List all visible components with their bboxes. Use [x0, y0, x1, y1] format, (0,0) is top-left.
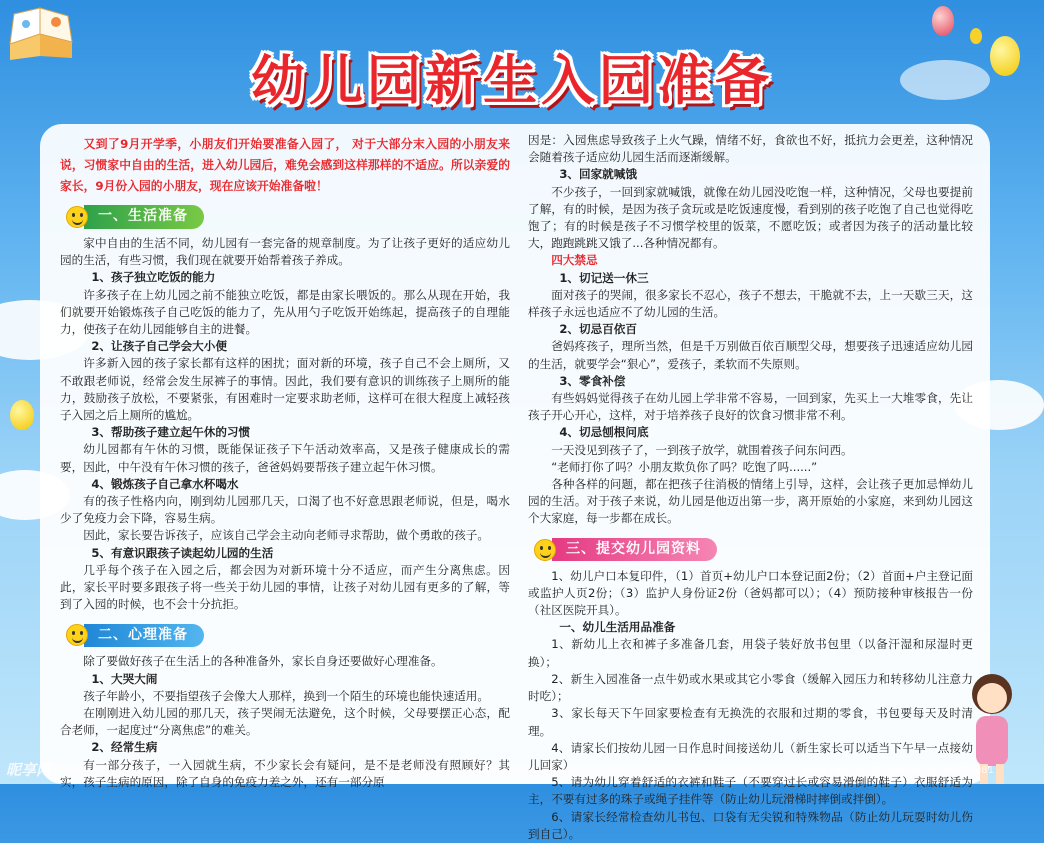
section-heading-life [66, 205, 510, 229]
right-column [528, 132, 973, 843]
item-text: “老师打你了吗？小朋友欺负你了吗？吃饱了吗......” [551, 459, 818, 474]
item-title: 2、让孩子自己学会大小便 [91, 339, 227, 354]
section-intro: 家中自由的生活不同，幼儿园有一套完备的规章制度。为了让孩子更好的适应幼儿园的生活，有些习惯，我们现在就要开始帮着孩子养成。 [60, 236, 510, 268]
list-item: 5、请为幼儿穿着舒适的衣裤和鞋子（不要穿过长或容易滑倒的鞋子）衣服舒适为主，不要有过多的珠子或绳子挂件等（防止幼儿玩滑梯时摔倒或拌倒）。 [528, 775, 973, 807]
list-item: 2、新生入园准备一点牛奶或水果或其它小零食（缓解入园压力和转移幼儿注意力时吃）； [528, 671, 973, 704]
item-text: 不少孩子，一回到家就喊饿，就像在幼儿园没吃饱一样，这种情况，父母也要提前了解，有的时候，是因为孩子贪玩或是吃饭速度慢，看到别的孩子吃饱了自己也觉得吃饱了；有的时候是孩子不习惯学校里的饭菜，不愿吃饭；或者因为孩子的活动量比较大，跑跑跳跳又饿了...各种情况都有。 [528, 184, 973, 251]
watermark: 昵享网 [6, 761, 52, 779]
item-title: 3、帮助孩子建立起午休的习惯 [91, 425, 251, 440]
section-heading-label: 一、生活准备 [84, 205, 204, 228]
item-title: 4、切忌刨根问底 [559, 425, 649, 440]
item-text: 幼儿园都有午休的习惯，既能保证孩子下午活动效率高，又是孩子健康成长的需要，因此，中午没有午休习惯的孩子，爸爸妈妈要帮孩子建立起午休习惯。 [60, 442, 510, 474]
item-text: 在刚刚进入幼儿园的那几天，孩子哭闹无法避免，这个时候，父母要摆正心态，配合老师，一起度过“分离焦虑”的难关。 [60, 706, 510, 738]
item-text: 许多新入园的孩子家长都有这样的困扰；面对新的环境，孩子自己不会上厕所，又不敢跟老师说，经常会发生尿裤子的事情。因此，我们要有意识的训练孩子上厕所的能力，鼓励孩子放松，不要紧张，有困难时一定要求助老师，这样可在很大程度上减轻孩子入园之后上厕所的尴尬。 [60, 356, 510, 423]
item-title: 3、零食补偿 [559, 373, 626, 388]
balloon-decoration [10, 400, 34, 430]
item-text: 一天没见到孩子了，一到孩子放学，就围着孩子问东问西。 [551, 442, 853, 457]
taboo-heading: 四大禁忌 [551, 253, 598, 268]
watermark-id: www.nipic.cn ID:4062-8-20250222081 [802, 765, 994, 776]
item-text: 孩子年龄小，不要指望孩子会像大人那样，换到一个陌生的环境也能快速适用。 [83, 688, 489, 703]
left-column [60, 134, 510, 791]
intro-text: 又到了9月开学季，小朋友们开始要准备入园了， 对于大部分末入园的小朋友来说，习惯家中自由的生活，进入幼儿园后，难免会感到这样那样的不适应。所以亲爱的家长，9月份入园的小朋友，现在应该开始准备啦！ [60, 137, 510, 193]
list-item: 1、新幼儿上衣和裤子多准备几套，用袋子装好放书包里（以备汗湿和尿湿时更换）； [528, 637, 973, 669]
list-item: 4、请家长们按幼儿园一日作息时间接送幼儿（新生家长可以适当下午早一点接幼儿回家） [528, 740, 973, 772]
item-text: 有一部分孩子，一入园就生病，不少家长会有疑问，是不是老师没有照顾好？其实，孩子生病的原因，除了自身的免疫力差之外，还有一部分原 [60, 757, 510, 789]
section-heading-docs [534, 538, 973, 562]
item-title: 1、大哭大闹 [91, 671, 158, 686]
section-heading-label: 二、心理准备 [84, 624, 204, 647]
smiley-icon [66, 206, 88, 228]
item-title: 4、锻炼孩子自己拿水杯喝水 [91, 476, 239, 491]
smiley-icon [534, 539, 556, 561]
list-item: 3、家长每天下午回家要检查有无换洗的衣服和过期的零食，书包要每天及时清理。 [528, 706, 973, 738]
item-title: 1、孩子独立吃饭的能力 [91, 270, 216, 285]
item-text: 有的孩子性格内向，刚到幼儿园那几天，口渴了也不好意思跟老师说，但是，喝水少了免疫力会下降，容易生病。 [60, 494, 510, 526]
item-text: 爸妈疼孩子，理所当然，但是千万别做百依百顺型父母，想要孩子迅速适应幼儿园的生活，就要学会“狠心”，爱孩子，柔软而不失原则。 [528, 339, 973, 371]
item-text: 1、幼儿户口本复印件，（1）首页+幼儿户口本登记面2份；（2）首面+户主登记面或监护人页2份；（3）监护人身份证2份（爸妈都可以）；（4）预防接种审核报告一份（社区医院开具）。 [528, 568, 973, 618]
page-title: 幼儿园新生入园准备 [251, 49, 773, 112]
item-title: 一、幼儿生活用品准备 [559, 620, 676, 635]
item-text: 因是：入园焦虑导致孩子上火气躁，情绪不好，食欲也不好，抵抗力会更差，这种情况会随着孩子适应幼儿园生活而逐渐缓解。 [528, 133, 973, 165]
balloon-decoration [932, 6, 954, 36]
item-text: 几乎每个孩子在入园之后，都会因为对新环境十分不适应，而产生分离焦虑。因此，家长平时要多跟孩子将一些关于幼儿园的事情，让孩子对幼儿园有更多的了解，等到了入园的时候，也不会十分抗拒。 [60, 562, 510, 612]
item-text: 因此，家长要告诉孩子，应该自己学会主动向老师寻求帮助，做个勇敢的孩子。 [83, 528, 489, 543]
item-title: 3、回家就喊饿 [559, 167, 637, 182]
item-text: 许多孩子在上幼儿园之前不能独立吃饭，都是由家长喂饭的。那么从现在开始，我们就要开始锻炼孩子自己吃饭的能力了，先从用勺子吃饭开始练起，提高孩子的自理能力，使孩子在幼儿园能够自主的进餐。 [60, 287, 510, 337]
content-panel [40, 124, 990, 841]
item-title: 5、有意识跟孩子读起幼儿园的生活 [91, 545, 274, 560]
item-text: 有些妈妈觉得孩子在幼儿园上学非常不容易，一回到家，先买上一大堆零食，先让孩子开心开心，这样，对于培养孩子良好的饮食习惯非常不利。 [528, 391, 973, 423]
item-title: 2、切忌百依百 [559, 322, 637, 337]
section-heading-mind [66, 623, 510, 647]
item-title: 2、经常生病 [91, 740, 158, 755]
item-text: 各种各样的问题，都在把孩子往消极的情绪上引导，这样，会让孩子更加忌惮幼儿园的生活。对于孩子来说，幼儿园是他迈出第一步，离开原始的小家庭，来到幼儿园这个大家庭，每一步都在成长。 [528, 477, 973, 526]
section-intro: 除了要做好孩子在生活上的各种准备外，家长自身还要做好心理准备。 [83, 654, 443, 669]
item-text: 面对孩子的哭闹，很多家长不忍心，孩子不想去，干脆就不去，上一天歇三天，这样孩子永远也适应不了幼儿园的生活。 [528, 287, 973, 320]
section-heading-label: 三、提交幼儿园资料 [552, 538, 717, 561]
list-item: 6、请家长经常检查幼儿书包、口袋有无尖锐和特殊物品（防止幼儿玩耍时幼儿伤到自己）。 [528, 809, 973, 841]
item-title: 1、切记送一休三 [559, 270, 649, 285]
